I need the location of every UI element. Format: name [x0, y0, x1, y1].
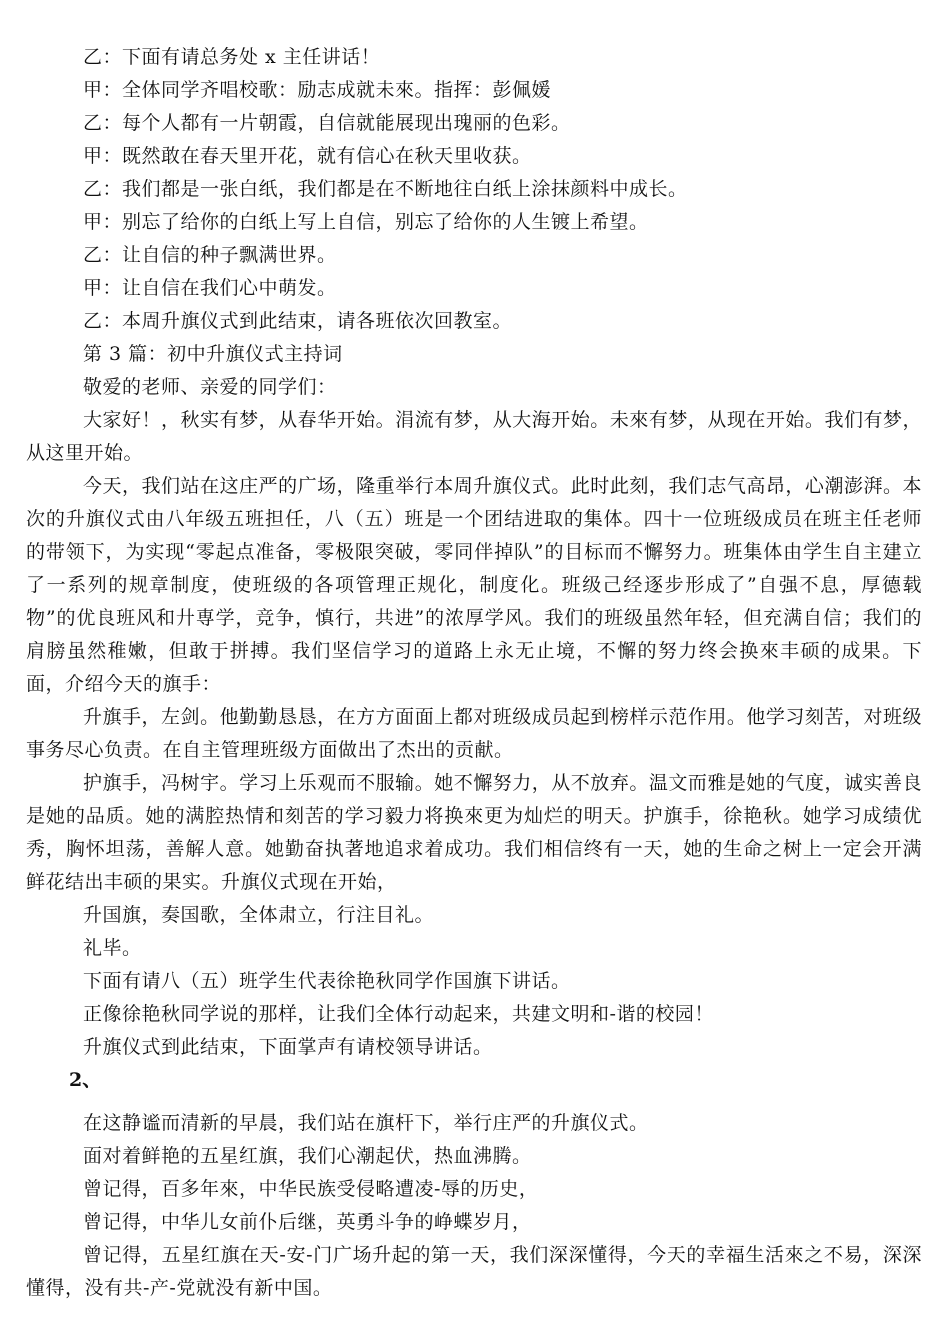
text-line: 在这静谧而清新的早晨，我们站在旗杆下，举行庄严的升旗仪式。	[83, 1112, 649, 1134]
text-line: 曾记得，百多年來，中华民族受侵略遭凌-辱的历史，	[83, 1178, 539, 1200]
dialogue-line: 乙：让自信的种子飘满世界。	[83, 244, 337, 266]
dialogue-line: 甲：既然敢在春天里开花，就有信心在秋天里收获。	[83, 145, 532, 167]
section-number: 2、	[69, 1069, 102, 1091]
salutation: 敬爱的老师、亲爱的同学们：	[83, 376, 337, 398]
dialogue-line: 乙：本周升旗仪式到此结束，请各班依次回教室。	[83, 310, 513, 332]
text-line: 下面有请八（五）班学生代表徐艳秋同学作国旗下讲话。	[83, 970, 571, 992]
section-heading: 第 3 篇：初中升旗仪式主持词	[83, 343, 343, 365]
dialogue-line: 甲：让自信在我们心中萌发。	[83, 277, 337, 299]
dialogue-line: 甲：全体同学齐唱校歌：励志成就未來。指挥：彭佩媛	[83, 79, 552, 101]
paragraph: 大家好！，秋实有梦，从春华开始。涓流有梦，从大海开始。未來有梦，从现在开始。我们有梦，从这里开始。	[26, 409, 922, 464]
text-line: 面对着鲜艳的五星红旗，我们心潮起伏，热血沸腾。	[83, 1145, 532, 1167]
dialogue-line: 乙：我们都是一张白纸，我们都是在不断地往白纸上涂抹颜料中成长。	[83, 178, 688, 200]
dialogue-line: 乙：每个人都有一片朝霞，自信就能展现出瑰丽的色彩。	[83, 112, 571, 134]
text-line: 曾记得，中华儿女前仆后继，英勇斗争的峥蝶岁月，	[83, 1211, 532, 1233]
text-line: 正像徐艳秋同学说的那样，让我们全体行动起来，共建文明和-谐的校园！	[83, 1003, 714, 1025]
paragraph: 护旗手，冯树宇。学习上乐观而不服输。她不懈努力，从不放弃。温文而雅是她的气度，诚实善良是她的品质。她的满腔热情和刻苦的学习毅力将换來更为灿烂的明天。护旗手，徐艳秋。她学习成绩优秀，胸怀坦荡，善解人意。她勤奋执著地追求着成功。我们相信终有一天，她的生命之树上一定会开满鲜花结出丰硕的果实。升旗仪式现在开始，	[26, 772, 922, 893]
paragraph: 升旗手，左剑。他勤勤恳恳，在方方面面上都对班级成员起到榜样示范作用。他学习刻苦，对班级事务尽心负责。在自主管理班级方面做出了杰出的贡献。	[26, 706, 922, 761]
text-line: 礼毕。	[83, 937, 142, 959]
paragraph: 曾记得，五星红旗在天-安-门广场升起的第一天，我们深深懂得，今天的幸福生活來之不易，深深懂得，没有共-产-党就没有新中国。	[26, 1244, 922, 1299]
dialogue-line: 乙：下面有请总务处 x 主任讲话！	[83, 46, 381, 68]
text-line: 升旗仪式到此结束，下面掌声有请校领导讲话。	[83, 1036, 493, 1058]
paragraph: 今天，我们站在这庄严的广场，隆重举行本周升旗仪式。此时此刻，我们志气高昂，心潮澎湃。本次的升旗仪式由八年级五班担任，八（五）班是一个团结进取的集体。四十一位班级成员在班主任老师的带领下，为实现“零起点准备，零极限突破，零同伴掉队”的目标而不懈努力。班集体由学生自主建立了一系列的规章制度，使班级的各项管理正规化，制度化。班级己经逐步形成了”自强不息，厚德载物”的优良班风和廾専学，竞争，慎行，共进”的浓厚学风。我们的班级虽然年轻，但充满自信；我们的肩膀虽然稚嫩，但敢于拼搏。我们坚信学习的道路上永无止境，不懈的努力终会换來丰硕的成果。下面，介绍今天的旗手：	[26, 475, 922, 695]
text-line: 升国旗，奏国歌，全体肃立，行注目礼。	[83, 904, 435, 926]
dialogue-line: 甲：别忘了给你的白纸上写上自信，别忘了给你的人生镀上希望。	[83, 211, 649, 233]
